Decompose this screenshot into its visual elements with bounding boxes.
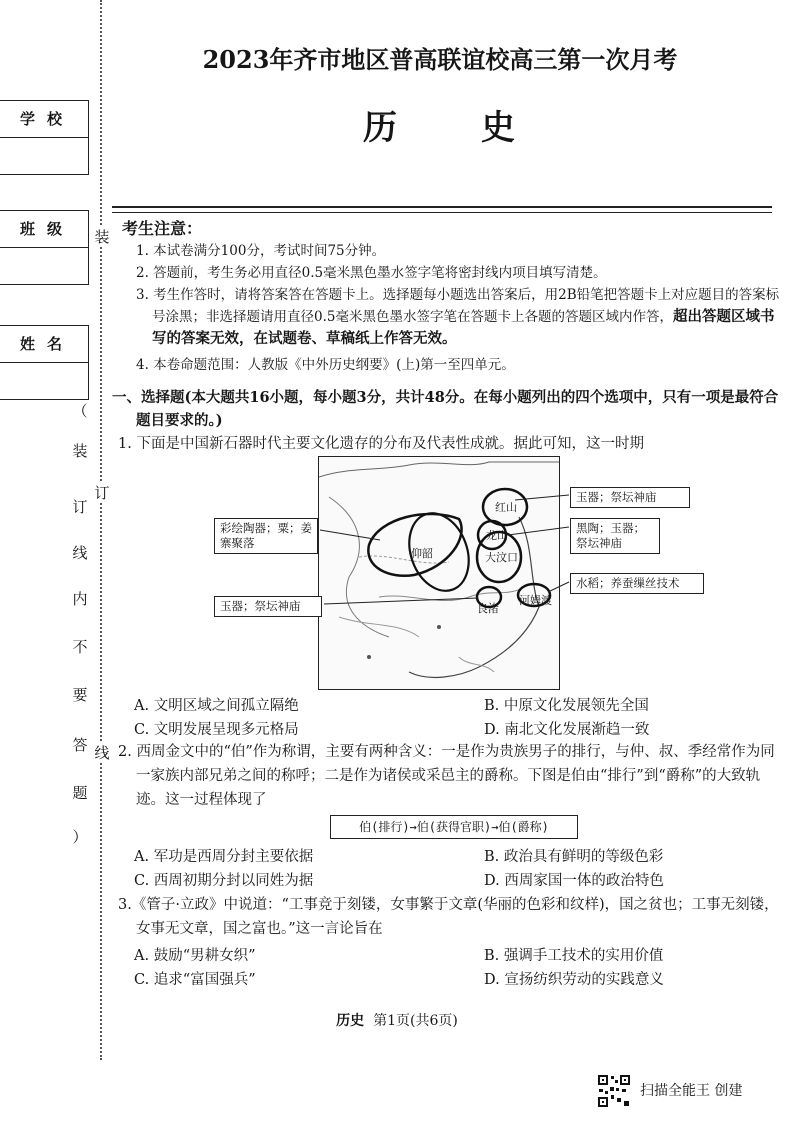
q2-option-a[interactable]: A. 军功是西周分封主要依据 [134,849,314,865]
map-label-dawenkou: 大汶口 [485,551,518,564]
q1-option-a[interactable]: A. 文明区域之间孤立隔绝 [134,698,299,714]
page-footer [0,1010,794,1030]
q1-option-c[interactable]: C. 文明发展呈现多元格局 [134,722,299,738]
notice-char: 不 [72,638,88,656]
notice-char: 答 [72,736,88,754]
map-label-longshan: 龙山 [486,529,508,542]
callout-yangshao: 彩绘陶器；粟；姜寨聚落 [214,518,318,554]
notice-item-3-bold: 超出答题区域书写的答案无效，在试题卷、草稿纸上作答无效。 [152,308,775,347]
notice-char: ） [72,828,88,846]
map-label-liangzhu: 良渚 [477,602,499,615]
seal-char-zhuang: 装 [92,226,112,247]
q1-option-d[interactable]: D. 南北文化发展渐趋一致 [484,722,650,738]
school-label: 学校 [0,101,88,138]
notice-item-2: 2. 答题前，考生务必用直径0.5毫米黑色墨水签字笔将密封线内项目填写清楚。 [136,265,607,281]
q1-option-b[interactable]: B. 中原文化发展领先全国 [484,698,649,714]
callout-liangzhu: 玉器；祭坛神庙 [214,596,322,617]
notice-char: 线 [72,544,88,562]
notice-char: 内 [72,590,88,608]
footer-page: 第1页(共6页) [373,1013,458,1029]
callout-longshan: 黑陶；玉器；祭坛神庙 [570,518,660,554]
notice-char: （ [72,402,88,420]
q3-option-b[interactable]: B. 强调手工技术的实用价值 [484,948,664,964]
notice-item-4: 4. 本卷命题范围：人教版《中外历史纲要》(上)第一至四单元。 [136,357,515,373]
notice-heading: 考生注意： [122,219,203,238]
question-2-stem: 2. 西周金文中的“伯”作为称谓，主要有两种含义：一是作为贵族男子的排行，与仲、叔、季经常作为同一家族内部兄弟之间的称呼；二是作为诸侯或采邑主的爵称。下图是伯由“排行”到“爵称”的大致轨迹。这一过程体现了 [118,744,775,808]
name-label: 姓名 [0,326,88,363]
notice-char: 订 [72,498,88,516]
question-2-block [112,740,782,812]
question-1-stem: 1. 下面是中国新石器时代主要文化遗存的分布及代表性成就。据此可知，这一时期 [118,436,644,452]
q3-option-c[interactable]: C. 追求“富国强兵” [134,972,256,988]
class-label: 班级 [0,211,88,248]
notice-char: 题 [72,784,88,802]
footer-subject: 历史 [336,1013,365,1029]
title-flow-diagram: 伯(排行)→伯(获得官职)→伯(爵称) [330,815,578,839]
notice-item-3-text: 3. 考生作答时，请将答案答在答题卡上。选择题每小题选出答案后，用2B铅笔把答题卡上对应题目的答案标号涂黑；非选择题请用直径0.5毫米黑色墨水签字笔在答题卡上各题的答题区域内作答， [136,287,780,325]
q2-option-c[interactable]: C. 西周初期分封以同姓为据 [134,873,314,889]
q3-option-d[interactable]: D. 宣扬纺织劳动的实践意义 [484,972,664,988]
seal-char-ding: 订 [92,482,112,503]
question-1-options [112,694,782,742]
exam-title: 2023年齐市地区普高联谊校高三第一次月考 [202,45,678,74]
question-3-options [112,944,782,992]
map-label-hemudu: 河姆渡 [519,594,552,607]
map-label-hongshan: 红山 [495,501,517,514]
q2-option-b[interactable]: B. 政治具有鲜明的等级色彩 [484,849,664,865]
notice-item-1: 1. 本试卷满分100分，考试时间75分钟。 [136,243,386,259]
notice-char: 要 [72,686,88,704]
question-3-block [112,893,782,941]
qr-code-icon [597,1074,631,1108]
q2-option-d[interactable]: D. 西周家国一体的政治特色 [484,873,664,889]
question-3-stem: 3.《管子·立政》中说道：“工事竞于刻镂，女事繁于文章(华丽的色彩和纹样)，国之贫也；工事无刻镂，女事无文章，国之富也。”这一言论旨在 [118,897,779,937]
callout-hongshan: 玉器；祭坛神庙 [570,487,690,508]
map-label-yangshao: 仰韶 [411,547,433,560]
subject-char: 史 [481,108,517,148]
subject-char: 历 [363,108,399,148]
scanner-watermark: 扫描全能王 创建 [640,1083,743,1099]
question-2-options [112,845,782,893]
callout-hemudu: 水稻；养蚕缫丝技术 [570,573,704,594]
q3-option-a[interactable]: A. 鼓励“男耕女织” [134,948,256,964]
section-heading: 一、选择题(本大题共16小题，每小题3分，共计48分。在每小题列出的四个选项中，只有一项是最符合题目要求的。) [112,389,779,429]
seal-char-xian: 线 [92,742,112,763]
notice-char: 装 [72,442,88,460]
